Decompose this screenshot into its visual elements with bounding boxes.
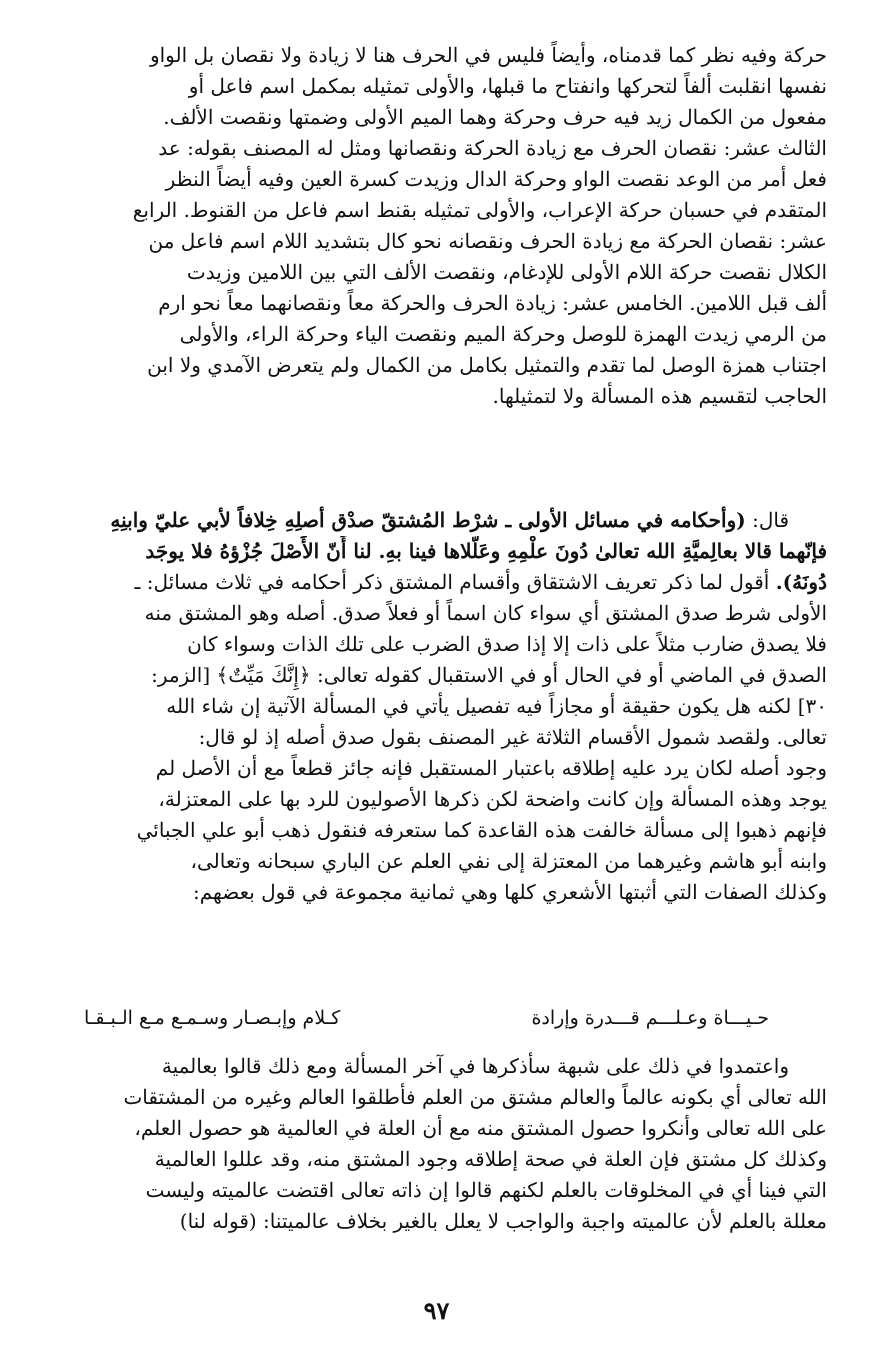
matn-quote-part-2: فإنّهما قالا بعالِميَّةِ الله تعالىٰ دُونَ علْمِهِ وعَلَّلاها فينا بهِ. لنا أَنّ الأَصْلَ جُزْؤهُ فلا يوجَد [145,539,827,563]
text-line: ٣٠] لكنه هل يكون حقيقة أو مجازاً فيه تفصيل يأتي في المسألة الآتية إن شاء الله [166,694,827,718]
qala-label: قال: [745,508,789,532]
text-line-quote-start [62,505,827,536]
text-line: وجود أصله لكان يرد عليه إطلاقه باعتبار المستقبل فإنه جائز قطعاً مع أن الأصل لم [155,756,827,780]
text-line-quote-end [62,567,827,598]
text-line: المتقدم في حسبان حركة الإعراب، والأولى تمثيله بقنط اسم فاعل من القنوط. الرابع [132,198,827,222]
text-line: مفعول من الكمال زيد فيه حرف وحركة وهما الميم الأولى وضمتها ونقصت الألف. [163,105,827,129]
text-line: الكلال نقصت حركة اللام الأولى للإدغام، ونقصت الألف التي بين اللامين وزيدت [186,260,827,284]
text-line: واعتمدوا في ذلك على شبهة سأذكرها في آخر المسألة ومع ذلك قالوا بعالمية [161,1054,789,1078]
verse-hemistich-first: حـيـــاة وعـلـــم قـــدرة وإرادة [531,1007,769,1029]
text-line: فإنهم ذهبوا إلى مسألة خالفت هذه القاعدة كما ستعرفه فنقول ذهب أبو علي الجبائي [136,818,827,842]
text-line: التي فينا أي في المخلوقات بالعلم لكنهم قالوا إن ذاته تعالى اقتضت عالميته وليست [145,1178,827,1202]
text-line: ألف قبل اللامين. الخامس عشر: زيادة الحرف والحركة معاً ونقصانهما معاً نحو ارم [158,291,827,315]
text-line: يوجد وهذه المسألة وإن كانت واضحة لكن ذكرها الأصوليون للرد بها على المعتزلة، [158,787,827,811]
text-line: الله تعالى أي بكونه عالماً والعالم مشتق من العلم فأطلقوا العالم وغيره من المشتقات [123,1085,827,1109]
text-line: الأولى شرط صدق المشتق أي سواء كان اسماً أو فعلاً صدق. أصله وهو المشتق منه [144,601,827,625]
text-line: وكذلك الصفات التي أثبتها الأشعري كلها وهي ثمانية مجموعة في قول بعضهم: [192,880,827,904]
commentary-start: أقول لما ذكر تعريف الاشتقاق وأقسام المشتق ذكر أحكامه في ثلاث مسائل: ـ [134,570,776,594]
text-line: الثالث عشر: نقصان الحرف مع زيادة الحركة ونقصانها ومثل له المصنف بقوله: عد [158,136,827,160]
text-line: تعالى. ولقصد شمول الأقسام الثلاثة غير المصنف بقول صدق أصله إذ لو قال: [198,725,827,749]
text-line: من الرمي زيدت الهمزة للوصل وحركة الميم ونقصت الياء وحركة الراء، والأولى [179,322,827,346]
paragraph-block-1 [62,40,827,412]
text-line: وابنه أبو هاشم وغيرهما من المعتزلة إلى نفي العلم عن الباري سبحانه وتعالى، [190,849,827,873]
text-line: الحاجب لتقسيم هذه المسألة ولا لتمثيلها. [492,384,827,408]
text-line: حركة وفيه نظر كما قدمناه، وأيضاً فليس في الحرف هنا لا زيادة ولا نقصان بل الواو [149,43,827,67]
matn-quote-part-1: (وأحكامه في مسائل الأولى ـ شرْط المُشتقّ صدْق أصلِهِ خِلافاً لأبي عليّ وابنِهِ [110,508,746,532]
text-line: اجتناب همزة الوصل لما تقدم والتمثيل بكامل من الكمال ولم يتعرض الآمدي ولا ابن [147,353,827,377]
text-line: على الله تعالى وأنكروا حصول المشتق منه مع أن العلة في العالمية هو حصول العلم، [134,1116,827,1140]
text-line: فلا يصدق ضارب مثلاً على ذات إلا إذا صدق الضرب على تلك الذات وسواء كان [187,632,827,656]
text-line: نفسها انقلبت ألفاً لتحركها وانفتاح ما قبلها، والأولى تمثيله بمكمل اسم فاعل أو [188,74,827,98]
paragraph-block-3 [62,1051,827,1237]
paragraph-block-2 [62,505,827,908]
poem-verse [62,1003,827,1033]
text-line: عشر: نقصان الحركة مع زيادة الحرف ونقصانه نحو كال بتشديد اللام اسم فاعل من [148,229,827,253]
text-line: الصدق في الماضي أو في الحال أو في الاستقبال كقوله تعالى: ﴿إِنَّكَ مَيِّتٌ﴾ [الزمر: [151,663,827,687]
page-number: ٩٧ [423,1296,450,1325]
text-line: فعل أمر من الوعد نقصت الواو وحركة الدال وزيدت كسرة العين وفيه أيضاً النظر [165,167,827,191]
text-line: وكذلك كل مشتق فإن العلة في صحة إطلاقه وجود المشتق منه، وقد عللوا العالمية [154,1147,827,1171]
matn-quote-part-3: دُونَهُ). [775,570,827,594]
verse-hemistich-second: كـلام وإبـصـار وسـمـع مـع الـبـقـا [84,1007,341,1029]
text-line: معللة بالعلم لأن عالميته واجبة والواجب لا يعلل بالغير بخلاف عالميتنا: (قوله لنا) [179,1209,827,1233]
